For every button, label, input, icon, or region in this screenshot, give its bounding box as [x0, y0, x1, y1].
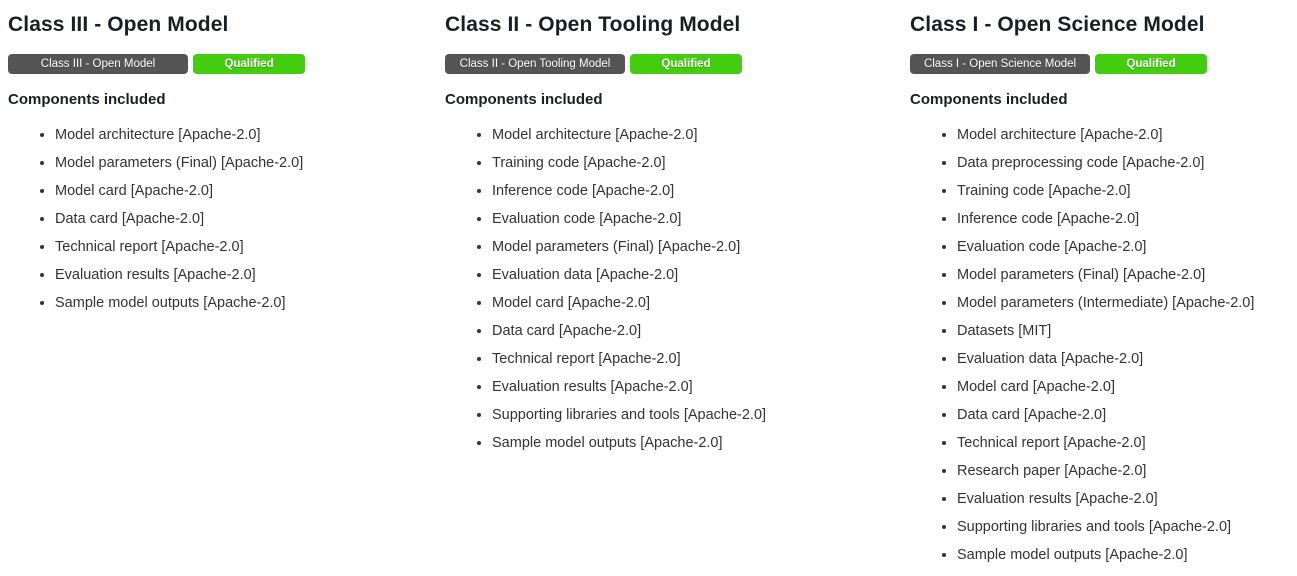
component-item: • Sample model outputs [Apache-2.0] [492, 429, 910, 457]
component-item: • Evaluation results [Apache-2.0] [957, 485, 1297, 513]
components-heading: Components included [910, 91, 1068, 108]
component-item: • Sample model outputs [Apache-2.0] [957, 541, 1297, 569]
component-item: • Model parameters (Intermediate) [Apache-2.0] [957, 289, 1297, 317]
class-badge-row [445, 54, 910, 74]
badge-qualified-status: Qualified [1095, 54, 1207, 74]
components-list [445, 121, 910, 457]
class-badge-row [8, 54, 445, 74]
badge-class-label: Class III - Open Model [8, 54, 188, 74]
component-item: • Model architecture [Apache-2.0] [55, 121, 445, 149]
component-item: • Model architecture [Apache-2.0] [492, 121, 910, 149]
component-item: • Data card [Apache-2.0] [957, 401, 1297, 429]
components-heading: Components included [445, 91, 603, 108]
component-item: • Supporting libraries and tools [Apache-2.0] [957, 513, 1297, 541]
component-item: • Data card [Apache-2.0] [492, 317, 910, 345]
badge-class-label: Class I - Open Science Model [910, 54, 1090, 74]
component-item: • Model parameters (Final) [Apache-2.0] [55, 149, 445, 177]
component-item: • Data card [Apache-2.0] [55, 205, 445, 233]
component-item: • Model card [Apache-2.0] [55, 177, 445, 205]
component-item: • Training code [Apache-2.0] [492, 149, 910, 177]
column-class-i [910, 8, 1297, 569]
component-item: • Evaluation code [Apache-2.0] [492, 205, 910, 233]
component-item: • Model architecture [Apache-2.0] [957, 121, 1297, 149]
component-item: • Research paper [Apache-2.0] [957, 457, 1297, 485]
component-item: • Datasets [MIT] [957, 317, 1297, 345]
component-item: • Model card [Apache-2.0] [957, 373, 1297, 401]
component-item: • Technical report [Apache-2.0] [492, 345, 910, 373]
component-item: • Model parameters (Final) [Apache-2.0] [492, 233, 910, 261]
component-item: • Sample model outputs [Apache-2.0] [55, 289, 445, 317]
column-class-ii [445, 8, 910, 569]
component-item: • Evaluation code [Apache-2.0] [957, 233, 1297, 261]
badge-qualified-status: Qualified [630, 54, 742, 74]
component-item: • Inference code [Apache-2.0] [957, 205, 1297, 233]
component-item: • Evaluation results [Apache-2.0] [492, 373, 910, 401]
component-item: • Technical report [Apache-2.0] [55, 233, 445, 261]
component-item: • Evaluation data [Apache-2.0] [492, 261, 910, 289]
badge-class-label: Class II - Open Tooling Model [445, 54, 625, 74]
component-item: • Supporting libraries and tools [Apache-2.0] [492, 401, 910, 429]
column-title: Class I - Open Science Model [910, 13, 1205, 36]
component-item: • Evaluation data [Apache-2.0] [957, 345, 1297, 373]
column-class-iii [8, 8, 445, 569]
component-item: • Model parameters (Final) [Apache-2.0] [957, 261, 1297, 289]
component-item: • Inference code [Apache-2.0] [492, 177, 910, 205]
component-item: • Training code [Apache-2.0] [957, 177, 1297, 205]
component-item: • Data preprocessing code [Apache-2.0] [957, 149, 1297, 177]
components-list [8, 121, 445, 317]
components-heading: Components included [8, 91, 166, 108]
component-item: • Technical report [Apache-2.0] [957, 429, 1297, 457]
component-item: • Evaluation results [Apache-2.0] [55, 261, 445, 289]
badge-qualified-status: Qualified [193, 54, 305, 74]
column-title: Class III - Open Model [8, 13, 229, 36]
components-list [910, 121, 1297, 569]
column-title: Class II - Open Tooling Model [445, 13, 741, 36]
component-item: • Model card [Apache-2.0] [492, 289, 910, 317]
class-badge-row [910, 54, 1297, 74]
